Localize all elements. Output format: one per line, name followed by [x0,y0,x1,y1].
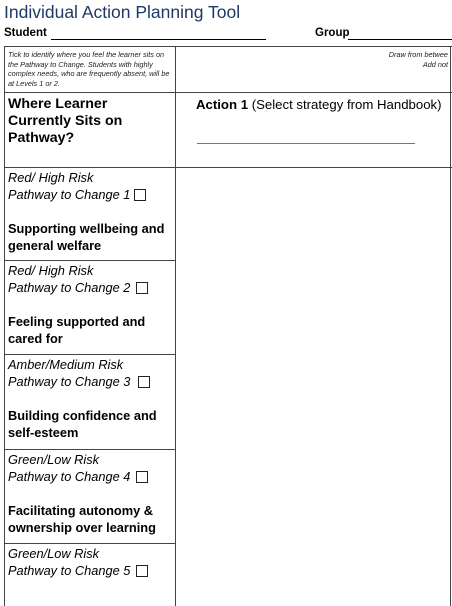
pathway-row [8,545,173,579]
stage-description: Feeling supported and cared for [8,314,146,346]
instruction-right-line2: Add not [422,59,448,69]
pathway-label: Pathway to Change 2 [8,279,173,296]
action-1-hint: (Select strategy from Handbook) [248,97,442,112]
action-response-area[interactable] [176,168,449,606]
risk-level: Amber/Medium Risk [8,357,124,372]
pathway-1-checkbox[interactable] [134,189,146,201]
risk-level: Red/ High Risk [8,170,94,185]
header-action-1 [196,96,448,113]
page-title: Individual Action Planning Tool [4,2,241,22]
pathway-2-checkbox[interactable] [136,282,148,294]
pathway-row [8,262,173,347]
stage-description: Facilitating autonomy & ownership over learning [8,503,156,535]
instruction-left: Tick to identify where you feel the learner sits on the Pathway to Change. Students with highly complex needs, who are frequently absent, will be at Levels 1 or 2. [8,50,170,88]
pathway-3-checkbox[interactable] [138,376,150,388]
action-1-label: Action 1 [196,97,249,112]
student-label: Student [4,27,47,39]
pathway-label: Pathway to Change 3 [8,373,173,390]
risk-level: Red/ High Risk [8,263,94,278]
row-divider [4,354,175,355]
pathway-label: Pathway to Change 1 [8,186,173,203]
action-plan-table [4,46,452,606]
instruction-right-line1: Draw from betwee [388,50,448,59]
pathway-label: Pathway to Change 5 [8,562,173,579]
pathway-row [8,356,173,441]
pathway-label: Pathway to Change 4 [8,468,173,485]
pathway-5-checkbox[interactable] [136,565,148,577]
group-line[interactable] [348,39,452,40]
table-border-top [4,46,452,47]
action-1-entry-line[interactable] [197,143,415,144]
group-label: Group [315,27,350,39]
pathway-row [8,169,173,254]
row-divider [4,260,175,261]
pathway-row [8,451,173,536]
risk-level: Green/Low Risk [8,452,100,467]
pathway-4-checkbox[interactable] [136,471,148,483]
instruction-right [178,50,448,69]
stage-description: Supporting wellbeing and general welfare [8,221,165,253]
stage-description: Building confidence and self-esteem [8,408,157,440]
row-divider [4,543,175,544]
table-border-left [4,46,5,606]
student-group-row [4,27,452,43]
header-learner-position: Where Learner Currently Sits on Pathway? [8,96,123,146]
row-divider [4,449,175,450]
column-divider-right [450,46,451,606]
student-line[interactable] [51,39,266,40]
row-divider [4,92,452,93]
risk-level: Green/Low Risk [8,546,100,561]
